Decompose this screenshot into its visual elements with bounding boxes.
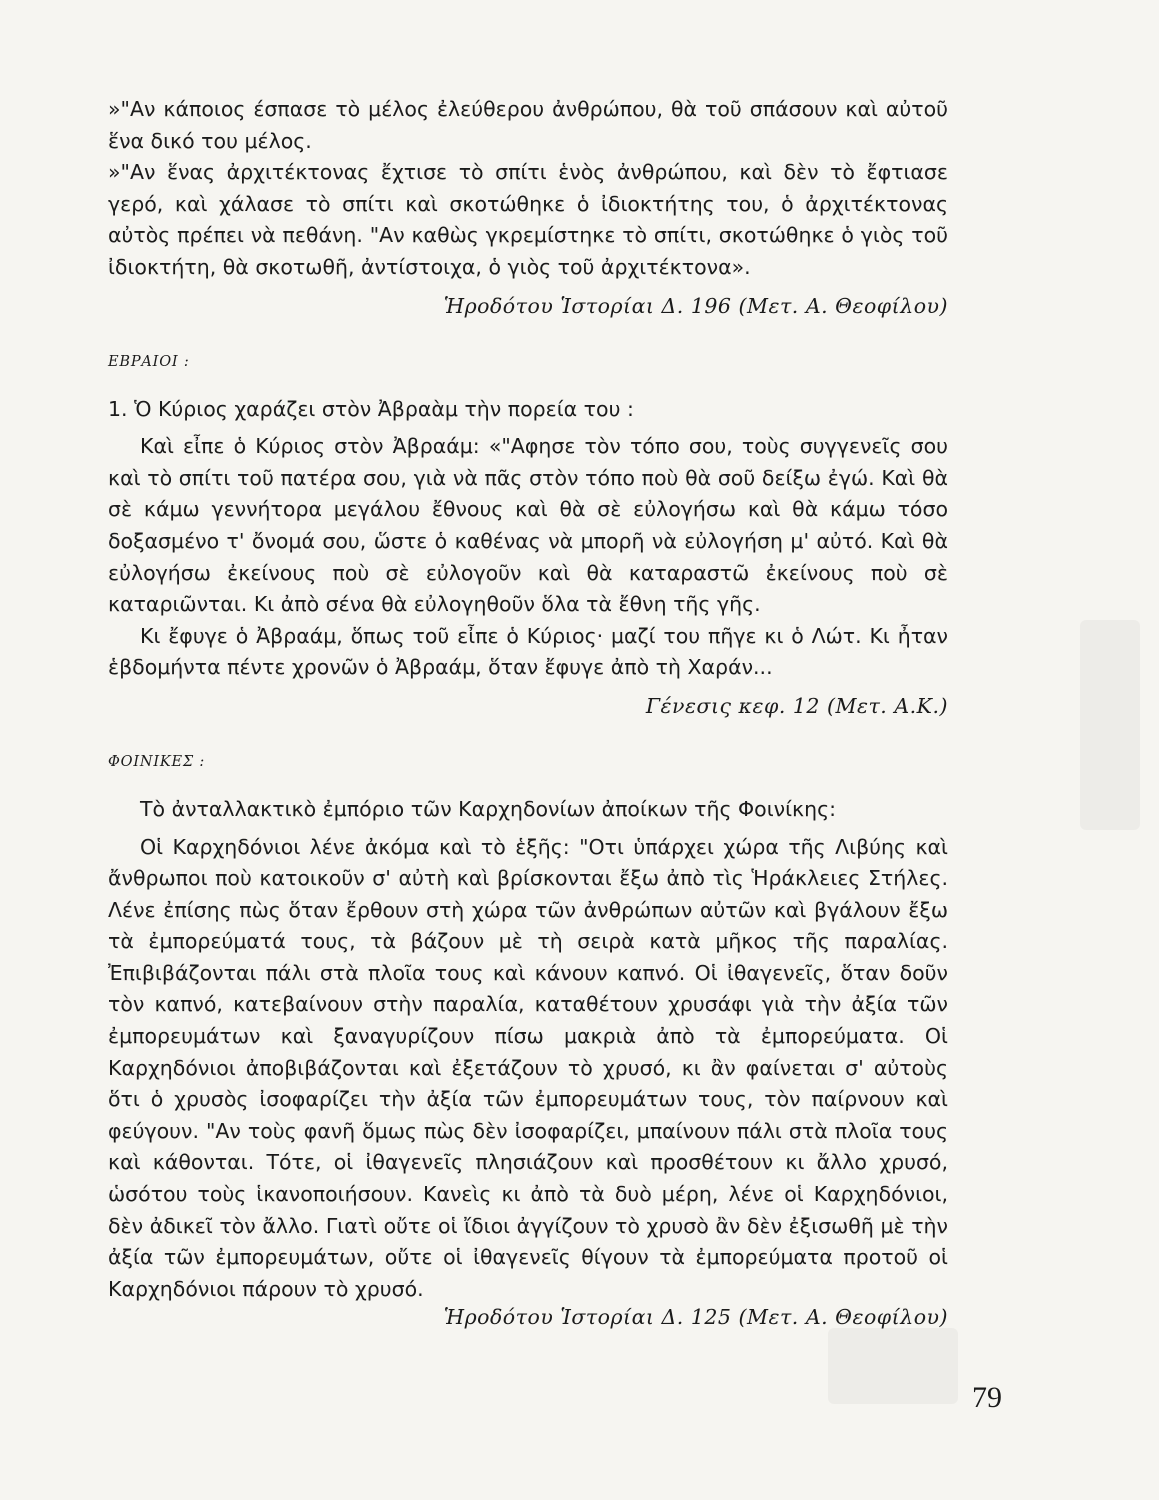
section-title: 1. Ὁ Κύριος χαράζει στὸν Ἀβραὰμ τὴν πορεία του : [108, 396, 634, 421]
section-heading: ΕΒΡΑΙΟΙ : [108, 353, 190, 370]
bleed-through-shadow [1080, 620, 1140, 830]
section-phoenicians [108, 754, 948, 1330]
citation: Ἡροδότου Ἱστορίαι Δ. 125 (Μετ. Α. Θεοφίλου) [443, 1305, 948, 1330]
paragraph: »"Αν κάποιος έσπασε τὸ μέλος ἐλεύθερου ἀνθρώπου, θὰ τοῦ σπάσουν καὶ αὐτοῦ ἕνα δικό του μέλος. [108, 97, 948, 153]
page-content [108, 94, 948, 1329]
section-title: Τὸ ἀνταλλακτικὸ ἐμπόριο τῶν Καρχηδονίων ἀποίκων τῆς Φοινίκης: [140, 796, 837, 821]
paragraph: Οἱ Καρχηδόνιοι λένε ἀκόμα καὶ τὸ ἑξῆς: "Οτι ὑπάρχει χώρα τῆς Λιβύης καὶ ἄνθρωποι ποὺ κατοικοῦν σ' αὐτὴ καὶ βρίσκονται ἔξω ἀπὸ τὶς Ἡράκλειες Στήλες. Λένε ἐπίσης πὼς ὅταν ἔρθουν στὴ χώρα τῶν ἀνθρώπων αὐτῶν καὶ βγάλουν ἔξω τὰ ἐμπορεύματά τους, τὰ βάζουν μὲ τὴ σειρὰ κατὰ μῆκος τῆς παραλίας. Ἐπιβιβάζονται πάλι στὰ πλοῖα τους καὶ κάνουν καπνό. Οἱ ἰθαγενεῖς, ὅταν δοῦν τὸν καπνό, κατεβαίνουν στὴν παραλία, καταθέτουν χρυσάφι γιὰ τὴν ἀξία τῶν ἐμπορευμάτων καὶ ξαναγυρίζουν πίσω μακριὰ ἀπὸ τὰ ἐμπορεύματα. Οἱ Καρχηδόνιοι ἀποβιβάζονται καὶ ἐξετάζουν τὸ χρυσό, κι ἂν φαίνεται σ' αὐτοὺς ὅτι ὁ χρυσὸς ἰσοφαρίζει τὴν ἀξία τῶν ἐμπορευμάτων τους, τὸν παίρνουν καὶ φεύγουν. "Αν τοὺς φανῆ ὅμως πὼς δὲν ἰσοφαρίζει, μπαίνουν πάλι στὰ πλοῖα τους καὶ κάθονται. Τότε, οἱ ἰθαγενεῖς πλησιάζουν καὶ προσθέτουν κι ἄλλο χρυσό, ὡσότου τοὺς ἱκανοποιήσουν. Κανεὶς κι ἀπὸ τὰ δυὸ μέρη, λένε οἱ Καρχηδόνιοι, δὲν ἀδικεῖ τὸν ἄλλο. Γιατὶ οὔτε οἱ ἴδιοι ἀγγίζουν τὸ χρυσὸ ἂν δὲν ἐξισωθῆ μὲ τὴν ἀξία τῶν ἐμπορευμάτων, οὔτε οἱ ἰθαγενεῖς θίγουν τὰ ἐμπορεύματα προτοῦ οἱ Καρχηδόνιοι πάρουν τὸ χρυσό. [108, 834, 948, 1301]
law-excerpt [108, 94, 948, 318]
citation: Ἡροδότου Ἱστορίαι Δ. 196 (Μετ. Α. Θεοφίλου) [443, 293, 948, 318]
section-heading: ΦΟΙΝΙΚΕΣ : [108, 753, 206, 770]
page-number: 79 [972, 1381, 1002, 1414]
section-hebrews [108, 354, 948, 718]
citation: Γένεσις κεφ. 12 (Μετ. Α.Κ.) [645, 693, 948, 718]
bleed-through-shadow [828, 1328, 958, 1404]
paragraph: Κι ἔφυγε ὁ Ἀβραάμ, ὅπως τοῦ εἶπε ὁ Κύριος· μαζί του πῆγε κι ὁ Λώτ. Κι ἦταν ἑβδομήντα πέντε χρονῶν ὁ Ἀβραάμ, ὅταν ἔφυγε ἀπὸ τὴ Χαράν... [108, 623, 948, 680]
paragraph: »"Αν ἕνας ἀρχιτέκτονας ἔχτισε τὸ σπίτι ἑνὸς ἀνθρώπου, καὶ δὲν τὸ ἔφτιασε γερό, καὶ χάλασε τὸ σπίτι καὶ σκοτώθηκε ὁ ἰδιοκτήτης του, ὁ ἀρχιτέκτονας αὐτὸς πρέπει νὰ πεθάνη. "Αν καθὼς γκρεμίστηκε τὸ σπίτι, σκοτώθηκε ὁ γιὸς τοῦ ἰδιοκτήτη, θὰ σκοτωθῆ, ἀντίστοιχα, ὁ γιὸς τοῦ ἀρχιτέκτονα». [108, 160, 948, 279]
paragraph: Καὶ εἶπε ὁ Κύριος στὸν Ἀβραάμ: «"Αφησε τὸν τόπο σου, τοὺς συγγενεῖς σου καὶ τὸ σπίτι τοῦ πατέρα σου, γιὰ νὰ πᾶς στὸν τόπο ποὺ θὰ σοῦ δείξω ἐγώ. Καὶ θὰ σὲ κάμω γεννήτορα μεγάλου ἔθνους καὶ θὰ σὲ εὐλογήσω καὶ θὰ κάμω τόσο δοξασμένο τ' ὄνομά σου, ὥστε ὁ καθένας νὰ μπορῆ νὰ εὐλογήση μ' αὐτό. Καὶ θὰ εὐλογήσω ἐκείνους ποὺ σὲ εὐλογοῦν καὶ θὰ καταραστῶ ἐκείνους ποὺ σὲ καταριῶνται. Κι ἀπὸ σένα θὰ εὐλογηθοῦν ὅλα τὰ ἔθνη τῆς γῆς. [108, 434, 948, 617]
